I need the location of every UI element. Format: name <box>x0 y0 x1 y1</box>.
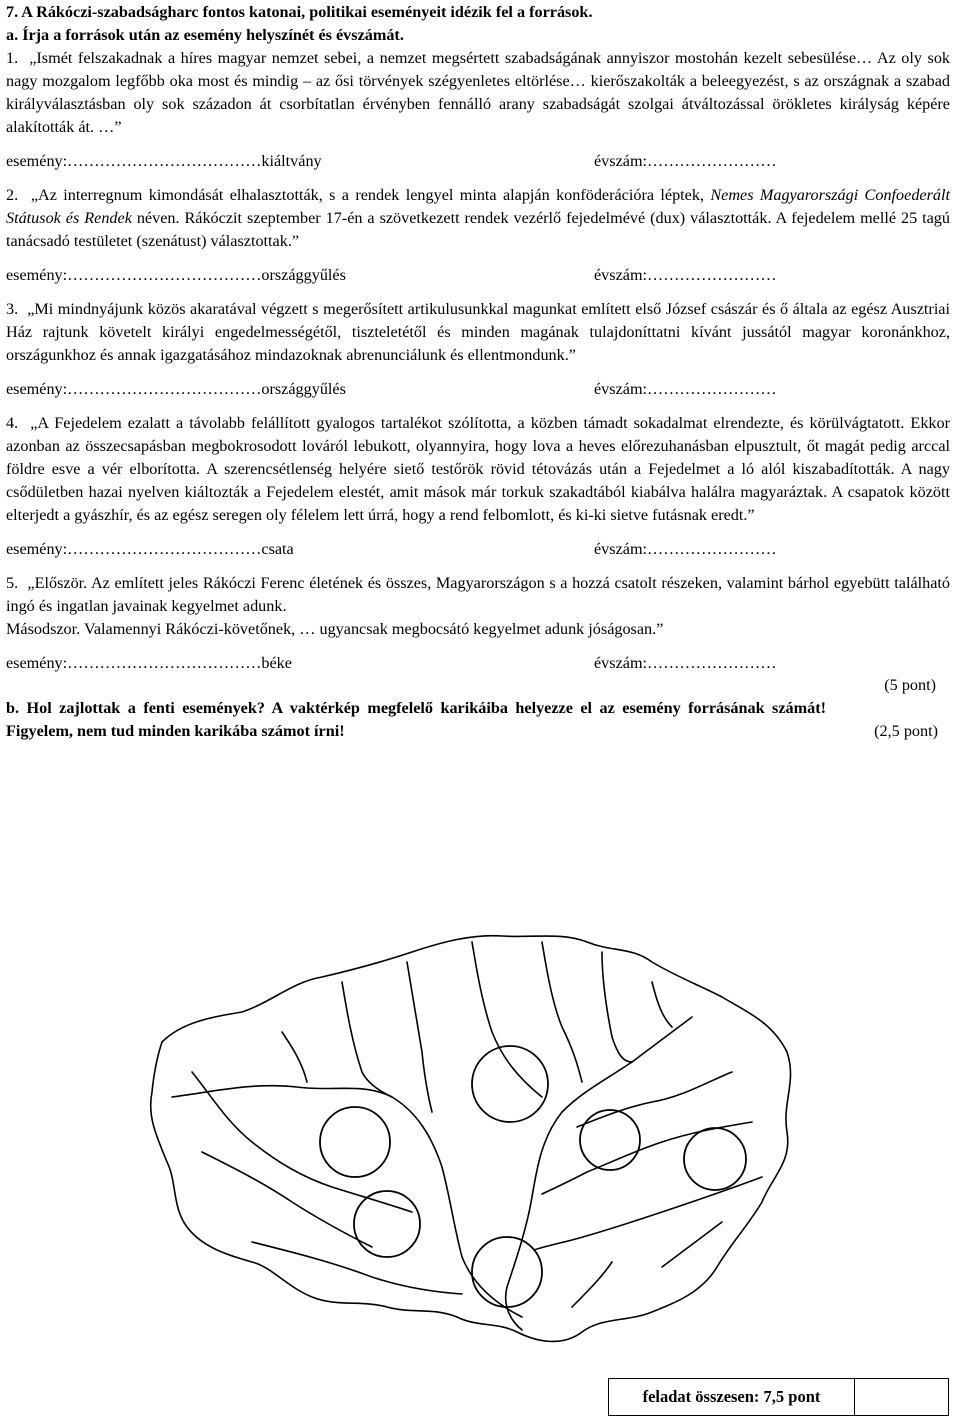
answer-row-1: esemény:………………………………kiáltvány évszám:…………………… <box>6 152 777 170</box>
event-1-blank[interactable]: ……………………………… <box>67 152 262 170</box>
source-5-line-2: Másodszor. Valamennyi Rákóczi-követőnek, … ugyancsak megbocsátó kegyelmet adunk jóságosan.” <box>6 620 664 638</box>
map-circle-2 <box>472 1046 548 1122</box>
answer-row-5: esemény:………………………………béke évszám:…………………… <box>6 654 777 672</box>
answer-row-3: esemény:………………………………országgyűlés évszám:…………………… <box>6 380 777 398</box>
event-4-value: csata <box>261 540 294 558</box>
source-1: 1. „Ismét felszakadnak a híres magyar nemzet sebei, a nemzet megsértett szabadságának annyiszor mostohán kezelt sebesülése… Az oly sok nagy mozgalom legfőbb oka most és mindig – az ősi törvények szégyenletes eltörlése… kierőszakolták a beleegyezést, s az országnak a szabad királyválasztásban oly sok századon át csorbítatlan érvényben fennálló arany szabadságát szolgai átváltozással örökletes királyság képére alakították át. …” <box>6 49 951 136</box>
year-4-blank[interactable]: …………………… <box>647 540 777 558</box>
year-2-blank[interactable]: …………………… <box>647 266 777 284</box>
answer-row-2: esemény:………………………………országgyűlés évszám:…………………… <box>6 266 777 284</box>
task-subtitle-a: a. Írja a források után az esemény helyszínét és évszámát. <box>6 26 404 44</box>
blank-map-of-hungary <box>132 922 802 1372</box>
map-circle-4 <box>684 1128 746 1190</box>
event-2-blank[interactable]: ……………………………… <box>67 266 262 284</box>
event-4-blank[interactable]: ……………………………… <box>67 540 262 558</box>
event-5-blank[interactable]: ……………………………… <box>67 654 262 672</box>
worksheet <box>6 0 950 743</box>
year-1-blank[interactable]: …………………… <box>647 152 777 170</box>
source-4: 4. „A Fejedelem ezalatt a távolabb felállított gyalogos tartalékot szólította, a közben támadt sokadalmat elrendezte, és körülvágtatott. Ekkor azonban az összecsapásban megbokrosodott lováról lebukott, olyannyira, hogy lova a heves előrezuhanásban elpusztult, őt magát pedig arccal földre esve a vér elborította. A szerencsétlenség helyére siető testőrök rövid tétovázás után a Fejedelmet a ló alól kiszabadították. A nagy csődületben hazai nyelven kiáltozták a Fejedelem elestét, amit mások már torkuk szakadtából kiabálva halálra magyaráztak. A csapatok között elterjedt a gyászhír, és az egész seregen oly félelem lett úrrá, hogy a rend felbomlott, és ki-ki sietve futásnak eredt.” <box>6 414 950 524</box>
task-total-score-box[interactable] <box>853 1378 949 1416</box>
task-total-label: feladat összesen: 7,5 pont <box>608 1378 855 1416</box>
task-title: 7. A Rákóczi-szabadságharc fontos katonai, politikai eseményeit idézik fel a források. <box>6 3 593 21</box>
event-3-value: országgyűlés <box>261 380 346 398</box>
year-5-blank[interactable]: …………………… <box>647 654 777 672</box>
event-1-value: kiáltvány <box>261 152 322 170</box>
map-circle-1 <box>320 1107 390 1177</box>
map-circle-6 <box>472 1237 542 1307</box>
points-a: (5 pont) <box>884 676 936 694</box>
task-subtitle-b: b. Hol zajlottak a fenti események? A vaktérkép megfelelő karikáiba helyezze el az esemény forrásának számát! Figyelem, nem tud minden karikába számot írni! (2,5 pont) <box>6 697 950 743</box>
map-circle-3 <box>580 1110 640 1170</box>
event-5-value: béke <box>261 654 292 672</box>
source-1-text: „Ismét felszakadnak a híres magyar nemzet sebei, a nemzet megsértett szabadságának annyiszor mostohán kezelt sebesülése… Az oly sok nagy mozgalom legfőbb oka most és mindig – az ősi törvények szégyenletes eltörlése… kierőszakolták a beleegyezést, s az országnak a szabad királyválasztásban oly sok századon át csorbítatlan érvényben fennálló arany szabadságát szolgai átváltozással örökletes királyság képére alakították át. …” <box>6 49 951 136</box>
event-3-blank[interactable]: ……………………………… <box>67 380 262 398</box>
answer-row-4: esemény:………………………………csata évszám:…………………… <box>6 540 777 558</box>
points-b: (2,5 pont) <box>874 722 938 740</box>
map-circle-5 <box>354 1191 420 1257</box>
source-3: 3. „Mi mindnyájunk közös akaratával végzett s megerősített artikulusunkkal magunkat említett első József császár és ő általa az egész Ausztriai Ház rajtunk követelt királyi engedelmességétől, tiszteletétől és minden magának tulajdoníttatni kívánt jussától magyar koronánkhoz, országunkhoz és annak igazgatásához mindazoknak abrenunciálunk és ellentmondunk.” <box>6 300 950 364</box>
source-5: 5. „Először. Az említett jeles Rákóczi Ferenc életének és összes, Magyarországon s a hozzá csatolt részeken, valamint bárhol egyebütt található ingó és ingatlan javainak kegyelmet adunk. <box>6 574 951 615</box>
source-2: 2. „Az interregnum kimondását elhalasztották, s a rendek lengyel minta alapján konföderációra léptek, Nemes Magyarországi Confoederált Státusok és Rendek néven. Rákóczit szeptember 17-én a szövetkezett rendek vezérlő fejedelmévé (dux) választották. A fejedelem mellé 25 tagú tanácsadó testületet (szenátust) választottak.” <box>6 186 950 250</box>
year-3-blank[interactable]: …………………… <box>647 380 777 398</box>
event-2-value: országgyűlés <box>261 266 346 284</box>
map-border <box>151 936 791 1342</box>
